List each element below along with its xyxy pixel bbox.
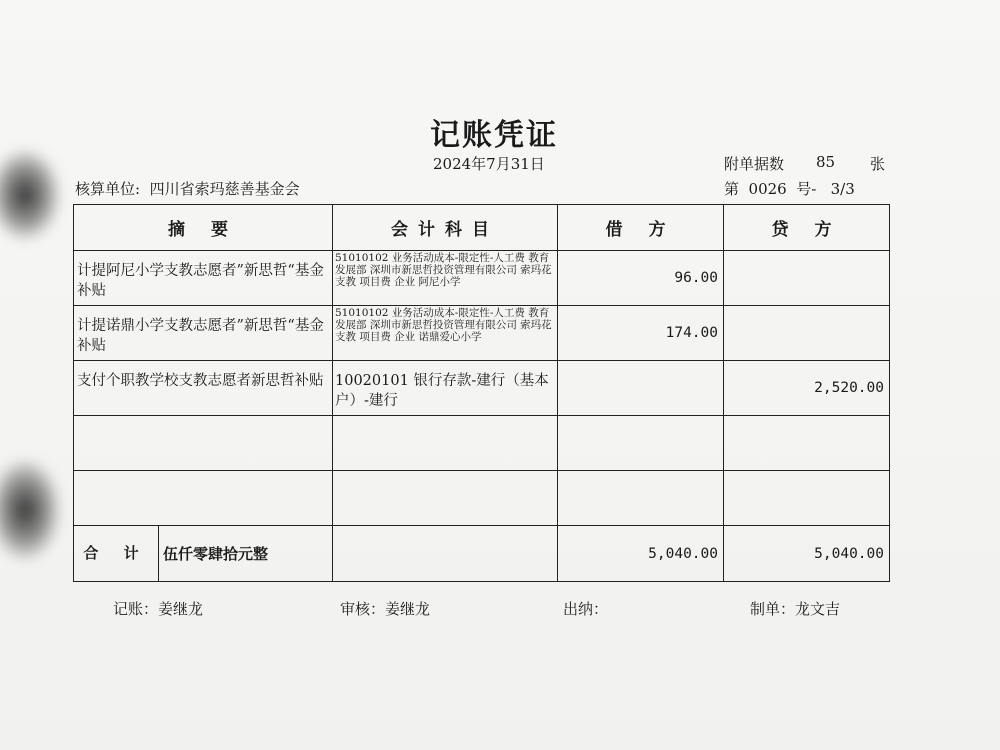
row-summary: 计提阿尼小学支教志愿者”新思哲“基金补贴 — [74, 251, 333, 306]
total-label: 合 计 — [74, 526, 159, 581]
row-account — [333, 416, 558, 471]
row-credit — [724, 306, 890, 361]
row-summary — [74, 416, 333, 471]
scan-smudge-bottom — [0, 460, 60, 560]
row-debit — [558, 416, 724, 471]
table-row — [74, 416, 890, 471]
total-credit: 5,040.00 — [724, 526, 890, 582]
table-row — [74, 306, 890, 361]
attachment-count: 85 — [816, 153, 836, 171]
table-row — [74, 361, 890, 416]
total-cell — [74, 526, 333, 582]
signature-reviewer: 审核：姜继龙 — [340, 600, 431, 618]
attachment-count-line — [724, 153, 886, 174]
row-summary: 支付个职教学校支教志愿者新思哲补贴 — [74, 361, 333, 416]
voucher-date: 2024年7月31日 — [433, 155, 545, 173]
signature-cashier: 出纳： — [563, 600, 609, 618]
header-account: 会计科目 — [333, 205, 558, 251]
attachment-label: 附单据数 — [724, 155, 785, 173]
signature-preparer: 制单：龙文吉 — [750, 600, 841, 618]
row-credit — [724, 251, 890, 306]
accounting-unit-label: 核算单位: — [75, 180, 141, 198]
voucher-title: 记账凭证 — [430, 118, 558, 153]
row-debit: 96.00 — [558, 251, 724, 306]
scan-smudge-top — [0, 150, 60, 240]
total-debit: 5,040.00 — [558, 526, 724, 582]
total-account-cell — [333, 526, 558, 582]
header-summary: 摘 要 — [74, 205, 333, 251]
table-row — [74, 471, 890, 526]
row-account: 51010102 业务活动成本-限定性-人工费 教育发展部 深圳市新思哲投资管理有限公司 索玛花支教 项目费 企业 诺鼎爱心小学 — [333, 306, 558, 361]
header-credit: 贷 方 — [724, 205, 890, 251]
row-debit — [558, 471, 724, 526]
accounting-unit-name: 四川省索玛慈善基金会 — [149, 180, 300, 198]
attachment-unit: 张 — [870, 155, 886, 173]
voucher-table — [73, 204, 890, 582]
row-debit — [558, 361, 724, 416]
row-credit — [724, 471, 890, 526]
table-header-row — [74, 205, 890, 251]
row-credit: 2,520.00 — [724, 361, 890, 416]
table-row — [74, 251, 890, 306]
total-row — [74, 526, 890, 582]
row-credit — [724, 416, 890, 471]
accounting-unit — [75, 178, 300, 199]
total-amount-words: 伍仟零肆拾元整 — [163, 545, 269, 563]
row-account — [333, 471, 558, 526]
signature-bookkeeper: 记账：姜继龙 — [113, 600, 204, 618]
row-summary: 计提诺鼎小学支教志愿者”新思哲“基金补贴 — [74, 306, 333, 361]
row-summary — [74, 471, 333, 526]
row-account: 51010102 业务活动成本-限定性-人工费 教育发展部 深圳市新思哲投资管理有限公司 索玛花支教 项目费 企业 阿尼小学 — [333, 251, 558, 306]
voucher-number: 第 0026 号- 3/3 — [724, 180, 855, 198]
row-account: 10020101 银行存款-建行（基本户）-建行 — [333, 361, 558, 416]
row-debit: 174.00 — [558, 306, 724, 361]
header-debit: 借 方 — [558, 205, 724, 251]
